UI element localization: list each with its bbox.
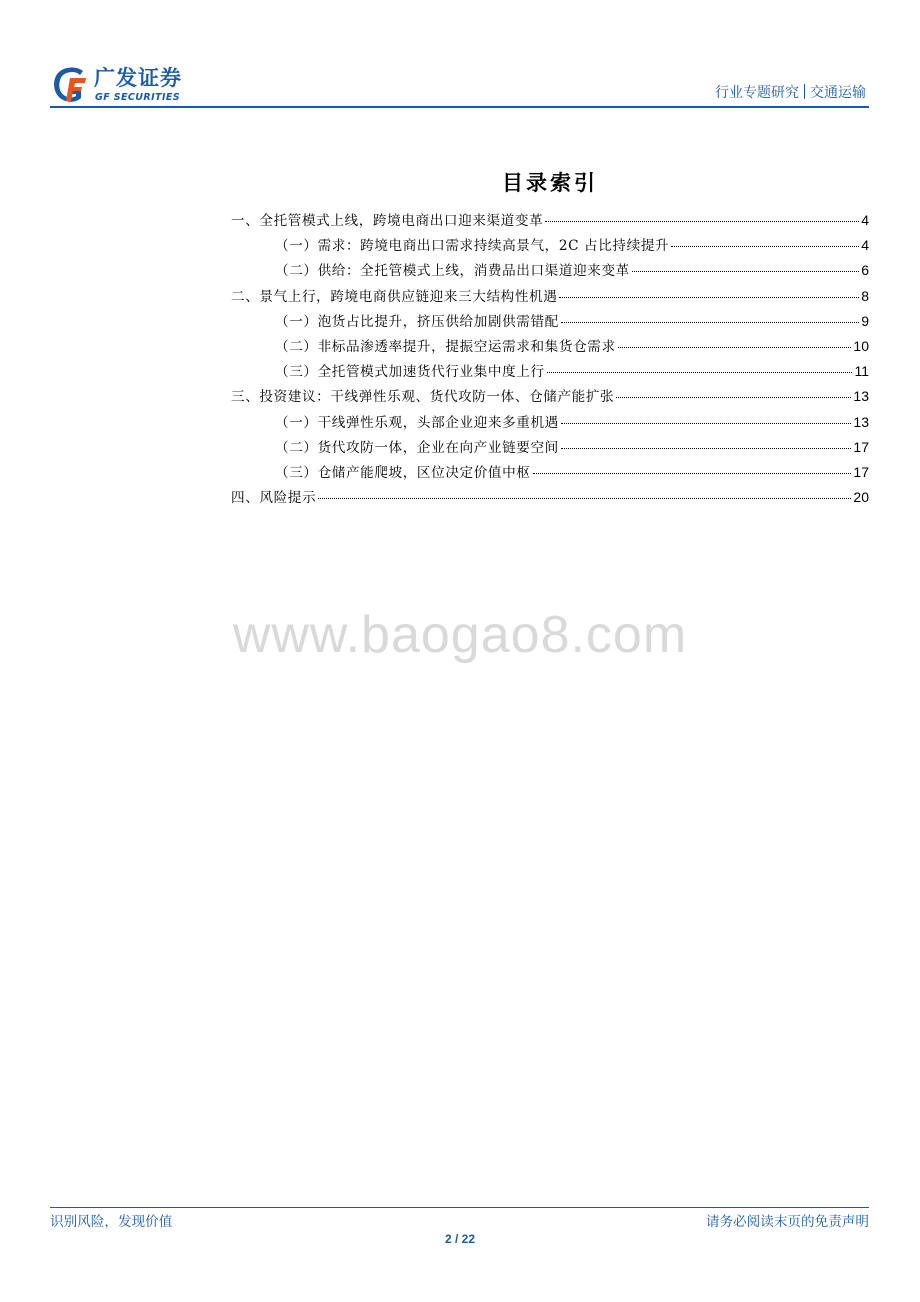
header-divider — [50, 106, 869, 108]
logo-english-name: GF SECURITIES — [95, 92, 181, 103]
footer-divider — [50, 1207, 869, 1208]
toc-entry-page: 11 — [854, 363, 869, 380]
toc-entry[interactable] — [231, 410, 869, 435]
footer-disclaimer-note: 请务必阅读末页的免责声明 — [705, 1214, 869, 1230]
table-of-contents — [231, 208, 869, 510]
toc-entry-title: 三、投资建议：干线弹性乐观、货代攻防一体、仓储产能扩张 — [231, 389, 615, 406]
toc-entry-page: 10 — [853, 337, 869, 354]
toc-entry-page: 13 — [853, 388, 869, 405]
toc-entry-page: 4 — [861, 237, 869, 254]
toc-entry[interactable] — [231, 359, 869, 384]
toc-dot-leader — [318, 497, 851, 499]
toc-dot-leader — [561, 321, 859, 323]
toc-entry-title: （二）非标品渗透率提升，提振空运需求和集货仓需求 — [275, 338, 616, 355]
page-indicator: 2 / 22 — [444, 1232, 476, 1246]
toc-entry-page: 17 — [853, 438, 869, 455]
toc-entry-page: 20 — [853, 489, 869, 506]
toc-entry[interactable] — [231, 208, 869, 233]
toc-entry[interactable] — [231, 435, 869, 460]
gf-logo-icon — [50, 64, 92, 106]
toc-entry-page: 6 — [861, 262, 869, 279]
toc-entry-title: （二）货代攻防一体，企业在向产业链要空间 — [275, 439, 559, 456]
toc-entry-title: （一）需求：跨境电商出口需求持续高景气，2C 占比持续提升 — [275, 238, 670, 255]
toc-dot-leader — [561, 447, 852, 449]
toc-title: 目录索引 — [502, 170, 598, 195]
toc-entry[interactable] — [231, 384, 869, 409]
toc-entry[interactable] — [231, 334, 869, 359]
toc-dot-leader — [671, 245, 859, 247]
toc-entry-title: （三）仓储产能爬坡，区位决定价值中枢 — [275, 464, 531, 481]
toc-dot-leader — [616, 396, 851, 398]
toc-entry-title: 四、风险提示 — [231, 490, 317, 507]
toc-entry[interactable] — [231, 460, 869, 485]
toc-entry-title: （一）泡货占比提升，挤压供给加剧供需错配 — [275, 313, 559, 330]
toc-entry-page: 13 — [853, 413, 869, 430]
toc-entry-title: （一）干线弹性乐观，头部企业迎来多重机遇 — [275, 414, 559, 431]
toc-dot-leader — [618, 346, 852, 348]
toc-entry-page: 17 — [853, 463, 869, 480]
report-category — [715, 84, 866, 102]
footer-slogan: 识别风险，发现价值 — [50, 1214, 173, 1230]
watermark: www.baogao8.com — [232, 606, 688, 664]
header-separator — [804, 84, 805, 99]
toc-dot-leader — [545, 220, 859, 222]
report-sector: 交通运输 — [810, 85, 866, 101]
toc-entry-page: 9 — [861, 312, 869, 329]
logo-chinese-name: 广发证券 — [94, 66, 182, 90]
toc-entry[interactable] — [231, 233, 869, 258]
page-header — [0, 0, 920, 110]
report-type: 行业专题研究 — [715, 85, 799, 101]
toc-entry[interactable] — [231, 258, 869, 283]
toc-entry-title: 一、全托管模式上线，跨境电商出口迎来渠道变革 — [231, 213, 544, 229]
toc-entry-title: （三）全托管模式加速货代行业集中度上行 — [275, 364, 545, 381]
toc-dot-leader — [561, 422, 852, 424]
toc-dot-leader — [547, 371, 853, 373]
toc-entry[interactable] — [231, 485, 869, 510]
toc-dot-leader — [559, 296, 859, 298]
toc-entry[interactable] — [231, 284, 869, 309]
toc-entry-title: 二、景气上行，跨境电商供应链迎来三大结构性机遇 — [231, 288, 558, 305]
toc-entry-title: （二）供给：全托管模式上线，消费品出口渠道迎来变革 — [275, 263, 630, 280]
company-logo — [50, 64, 200, 106]
toc-dot-leader — [533, 472, 852, 474]
toc-entry-page: 8 — [861, 287, 869, 304]
toc-entry-page: 4 — [861, 212, 869, 228]
toc-dot-leader — [632, 270, 859, 272]
toc-entry[interactable] — [231, 309, 869, 334]
